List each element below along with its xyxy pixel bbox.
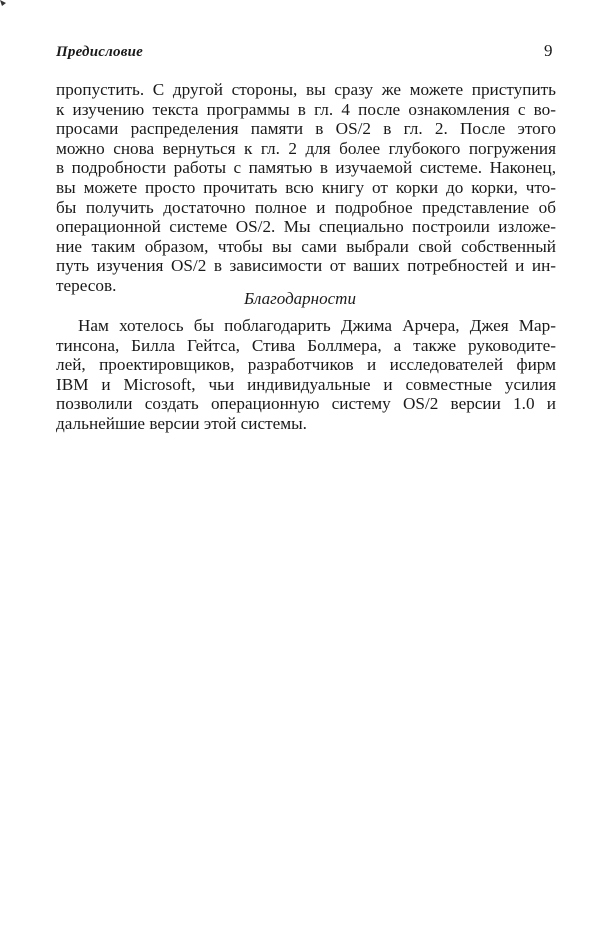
text-line: IBM и Microsoft, чьи индивидуальные и совместные усилия [56,374,556,394]
text-line: операционной системе OS/2. Мы специально построили изложе- [56,217,556,237]
text-line: ние таким образом, чтобы вы сами выбрали свой собственный [56,236,556,256]
text-line: к изучению текста программы в гл. 4 после ознакомления с во- [56,99,556,119]
running-title: Предисловие [56,44,143,60]
text-line: тересов. [56,275,117,295]
text-line: можно снова вернуться к гл. 2 для более глубокого погружения [56,138,556,158]
text-line: позволили создать операционную систему OS/2 версии 1.0 и [56,394,556,414]
page-number: 9 [544,41,553,60]
text-line: дальнейшие версии этой системы. [56,413,307,433]
text-line: Нам хотелось бы поблагодарить Джима Арчера, Джея Мар- [78,316,556,335]
text-line: путь изучения OS/2 в зависимости от ваших потребностей и ин- [56,256,556,276]
text-line: просами распределения памяти в OS/2 в гл. 2. После этого [56,119,556,139]
text-line: пропустить. С другой стороны, вы сразу же можете приступить [56,80,556,99]
acknowledgements-paragraph [56,316,556,434]
text-line: тинсона, Билла Гейтса, Стива Боллмера, а также руководите- [56,335,556,355]
text-line: вы можете просто прочитать всю книгу от корки до корки, что- [56,177,556,197]
text-line: бы получить достаточно полное и подробное представление об [56,197,556,217]
text-line: лей, проектировщиков, разработчиков и исследователей фирм [56,355,556,375]
section-heading-acknowledgements: Благодарности [244,289,356,308]
intro-paragraph [56,80,556,296]
text-line: в подробности работы с памятью в изучаемой системе. Наконец, [56,158,556,178]
corner-scan-mark [0,0,10,10]
